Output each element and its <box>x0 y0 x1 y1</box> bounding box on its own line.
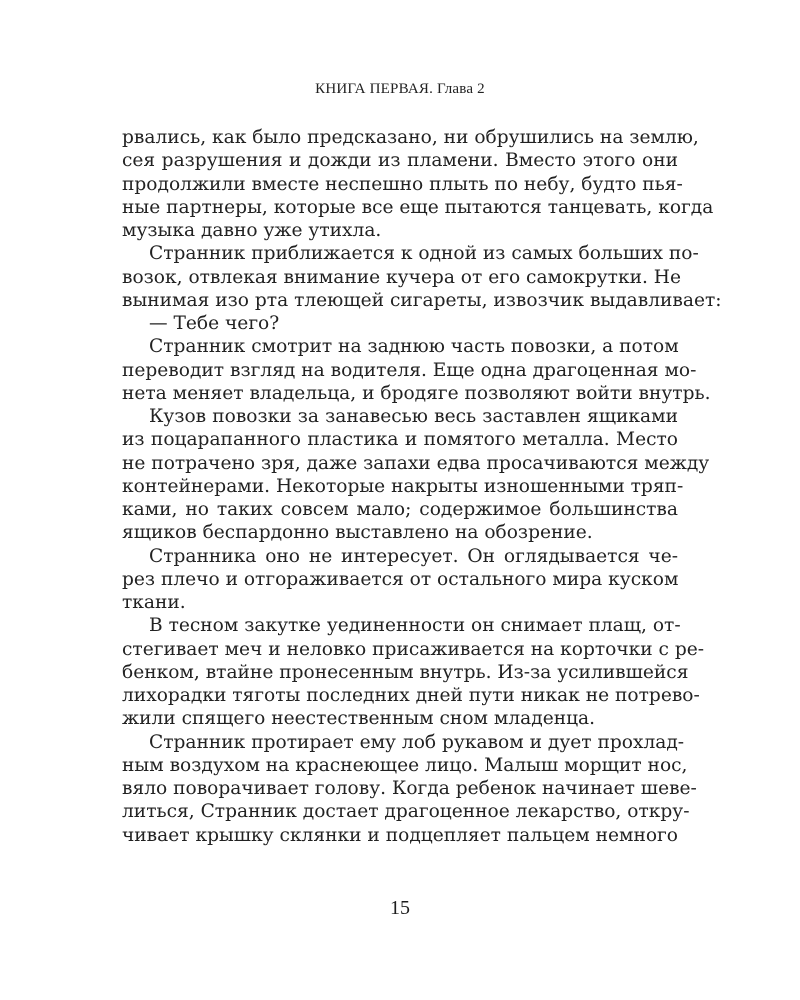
text-line: ные партнеры, которые все еще пытаются танцевать, когда <box>122 196 714 218</box>
text-line: переводит взгляд на водителя. Еще одна драгоценная мо- <box>122 359 697 381</box>
text-line: ткани. <box>122 592 186 613</box>
text-line: вынимая изо рта тлеющей сигареты, извозчик выдавливает: <box>122 289 722 311</box>
text-line: Кузов повозки за занавесью весь заставлен ящиками <box>149 406 678 427</box>
text-line: Странника оно не интересует. Он оглядывается че- <box>149 545 678 567</box>
page-number: 15 <box>390 897 410 919</box>
text-line: сея разрушения и дожди из пламени. Вместо этого они <box>122 150 678 172</box>
text-line: Странник приближается к одной из самых больших по- <box>149 243 699 265</box>
text-line: ящиков беспардонно выставлено на обозрение. <box>122 522 593 544</box>
text-line: лихорадки тяготы последних дней пути никак не потрево- <box>122 685 700 706</box>
running-head: КНИГА ПЕРВАЯ. Глава 2 <box>315 81 485 97</box>
text-line: ками, но таких совсем мало; содержимое большинства <box>122 499 678 520</box>
text-line: жили спящего неестественным сном младенца. <box>122 708 596 730</box>
text-line: вяло поворачивает голову. Когда ребенок начинает шеве- <box>122 778 697 799</box>
text-line: музыка давно уже утихла. <box>122 220 382 241</box>
body-text <box>122 126 722 847</box>
text-line: литься, Странник достает драгоценное лекарство, откру- <box>122 801 690 823</box>
text-line: не потрачено зря, даже запахи едва просачиваются между <box>122 452 710 474</box>
text-line: ным воздухом на краснеющее лицо. Малыш морщит нос, <box>122 754 688 776</box>
text-line: возок, отвлекая внимание кучера от его самокрутки. Не <box>122 266 682 288</box>
text-line: рвались, как было предсказано, ни обрушились на землю, <box>122 127 699 148</box>
text-line: рез плечо и отгораживается от остального мира куском <box>122 568 679 590</box>
text-line: нета меняет владельца, и бродяге позволяют войти внутрь. <box>122 382 711 404</box>
text-line: чивает крышку склянки и подцепляет пальцем немного <box>122 824 678 846</box>
text-line: — Тебе чего? <box>149 313 280 334</box>
text-line: В тесном закутке уединенности он снимает плащ, от- <box>149 615 681 637</box>
text-line: Странник протирает ему лоб рукавом и дует прохлад- <box>149 731 685 753</box>
text-line: из поцарапанного пластика и помятого металла. Место <box>122 429 678 451</box>
text-line: стегивает меч и неловко присаживается на корточки с ре- <box>122 638 705 660</box>
text-line: Странник смотрит на заднюю часть повозки, а потом <box>149 336 679 358</box>
text-line: бенком, втайне пронесенным внутрь. Из-за усилившейся <box>122 661 689 683</box>
text-line: продолжили вместе неспешно плыть по небу, будто пья- <box>122 173 683 195</box>
text-line: контейнерами. Некоторые накрыты изношенными тряп- <box>122 475 684 497</box>
